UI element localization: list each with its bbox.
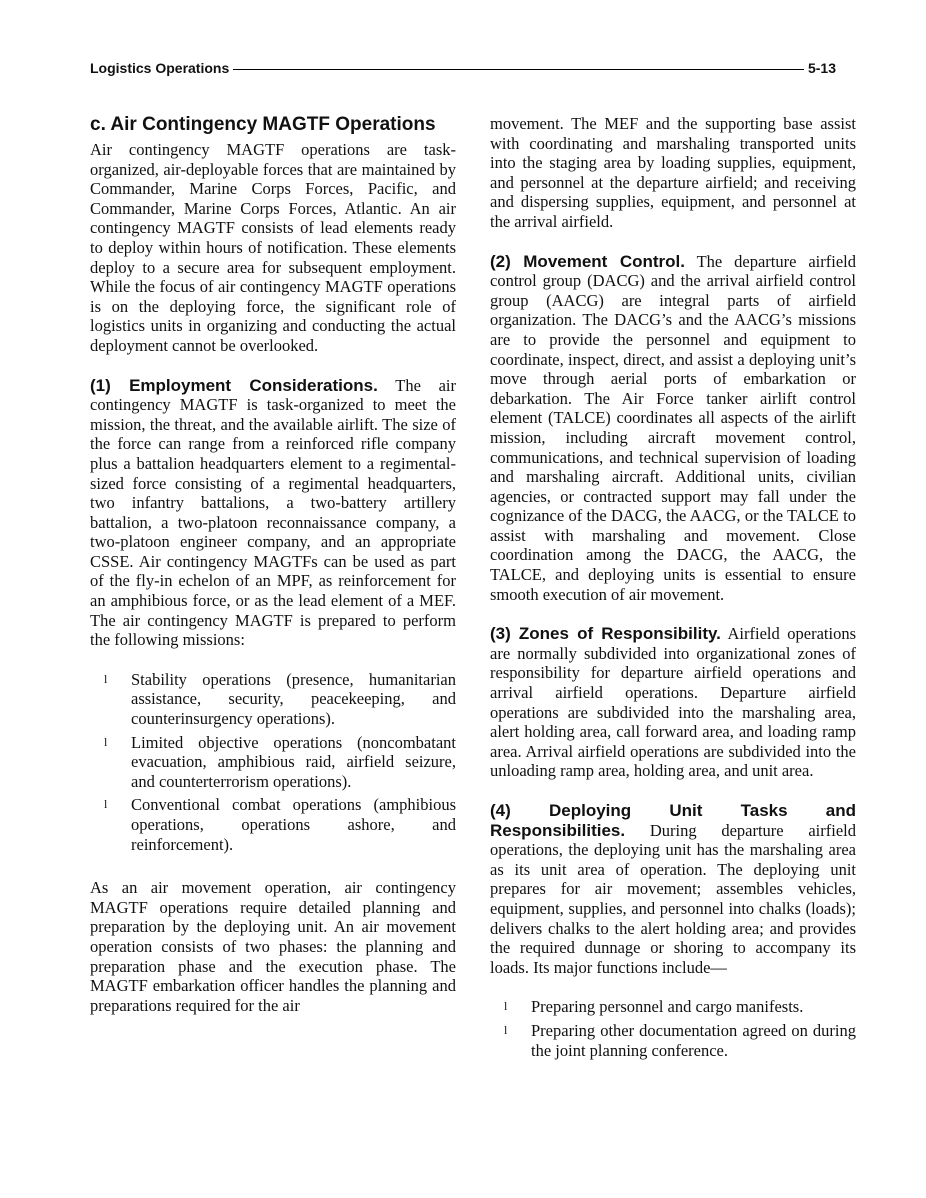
employment-paragraph — [90, 376, 456, 650]
list-item: l Stability operations (presence, humanitarian assistance, security, peacekeeping, and counterinsurgency operations). — [104, 669, 456, 729]
closing-paragraph: As an air movement operation, air contingency MAGTF operations require detailed planning and preparation by the deploying unit. An air movement operation consists of two phases: the planning and preparation phase and the execution phase. The MAGTF embarkation officer handles the planning and preparations required for the air — [90, 878, 456, 1015]
section-heading: c. Air Contingency MAGTF Operations — [90, 114, 436, 135]
missions-list — [90, 670, 456, 854]
running-header — [90, 60, 836, 80]
continuation-paragraph: movement. The MEF and the supporting base assist with coordinating and marshaling transported units into the staging area by loading supplies, equipment, and personnel at the departure airfield; and receiving and dispersing supplies, equipment, and personnel at the arrival airfield. — [490, 114, 856, 231]
bullet-icon: l — [504, 1022, 508, 1037]
intro-paragraph: Air contingency MAGTF operations are task-organized, air-deployable forces that are maintained by Commander, Marine Corps Forces, Pacific, and Commander, Marine Corps Forces, Atlantic. An air contingency MAGTF consists of lead elements ready to deploy within hours of notification. These elements deploy to a secure area for subsequent employment. While the focus of air contingency MAGTF operations is on the deploying force, the significant role of logistics units in organizing and conducting the actual deployment cannot be overlooked. — [90, 140, 456, 355]
list-item: l Conventional combat operations (amphibious operations, operations ashore, and reinforcement). — [104, 795, 456, 854]
list-item: l Limited objective operations (noncombatant evacuation, amphibious raid, airfield seizure, and counterterrorism operations). — [104, 732, 456, 791]
movement-control-paragraph — [490, 252, 856, 605]
list-item: l Preparing other documentation agreed on during the joint planning conference. — [504, 1020, 856, 1060]
bullet-icon: l — [104, 734, 108, 749]
zones-title: (3) Zones of Responsibility. — [490, 624, 721, 644]
movement-control-text: The departure airfield control group (DACG) and the arrival airfield control group (AACG) are integral parts of airfield organization. The DACG’s and the AACG’s missions are to provide the personnel and equipment to coordinate, inspect, direct, and assist a deploying unit’s move through aerial ports of embarkation or debarkation. The Air Force tanker airlift control element (TALCE) coordinates all aspects of the airlift mission, including aircraft movement control, communications, and technical supervision of loading and marshaling aircraft. Additional units, civilian agencies, or contracted support may fall under the cognizance of the DACG, the AACG, or the TALCE to assist with marshaling and movement. Close coordination among the DACG, the AACG, the TALCE, and deploying units is essential to ensure smooth execution of air movement. — [490, 251, 856, 604]
page-number: 5-13 — [804, 60, 836, 76]
functions-list — [490, 997, 856, 1060]
deploying-unit-text: During departure airfield operations, the deploying unit has the marshaling area as its unit area of operation. The deploying unit prepares for air movement; assembles vehicles, equipment, supplies, and personnel into chalks (loads); delivers chalks to the alert holding area; and provides the required dunnage or shoring to accompany its loads. Its major functions include— — [490, 820, 856, 977]
header-title: Logistics Operations — [90, 60, 233, 76]
employment-text: The air contingency MAGTF is task-organized to meet the mission, the threat, and the available airlift. The size of the force can range from a reinforced rifle company plus a battalion headquarters element to a regimental-sized force consisting of a regimental headquarters, two infantry battalions, a two-battery artillery battalion, a two-platoon reconnaissance company, a two-platoon engineer company, and an appropriate CSSE. Air contingency MAGTFs can be used as part of the fly-in echelon of an MPF, as reinforcement for an amphibious force, or as the lead element of a MEF. The air contingency MAGTF is prepared to perform the following missions: — [90, 375, 456, 650]
deploying-unit-paragraph — [490, 801, 856, 977]
zones-paragraph — [490, 624, 856, 781]
bullet-icon: l — [104, 671, 108, 686]
list-item: l Preparing personnel and cargo manifests. — [504, 997, 804, 1017]
left-column — [90, 114, 456, 1015]
movement-control-title: (2) Movement Control. — [490, 251, 685, 271]
zones-text: Airfield operations are normally subdivided into organizational zones of responsibility for departure airfield operations and arrival airfield operations. Departure airfield operations are subdivided into the marshaling area, alert holding area, call forward area, and loading ramp area. Arrival airfield operations are subdivided into the unloading ramp area, holding area, and unit area. — [490, 624, 857, 781]
bullet-icon: l — [104, 797, 108, 812]
bullet-icon: l — [504, 999, 508, 1014]
employment-title: (1) Employment Considerations. — [90, 375, 378, 395]
deploying-unit-title: (4) Deploying Unit Tasks and Responsibilities. — [490, 801, 856, 840]
right-column — [490, 114, 856, 1064]
